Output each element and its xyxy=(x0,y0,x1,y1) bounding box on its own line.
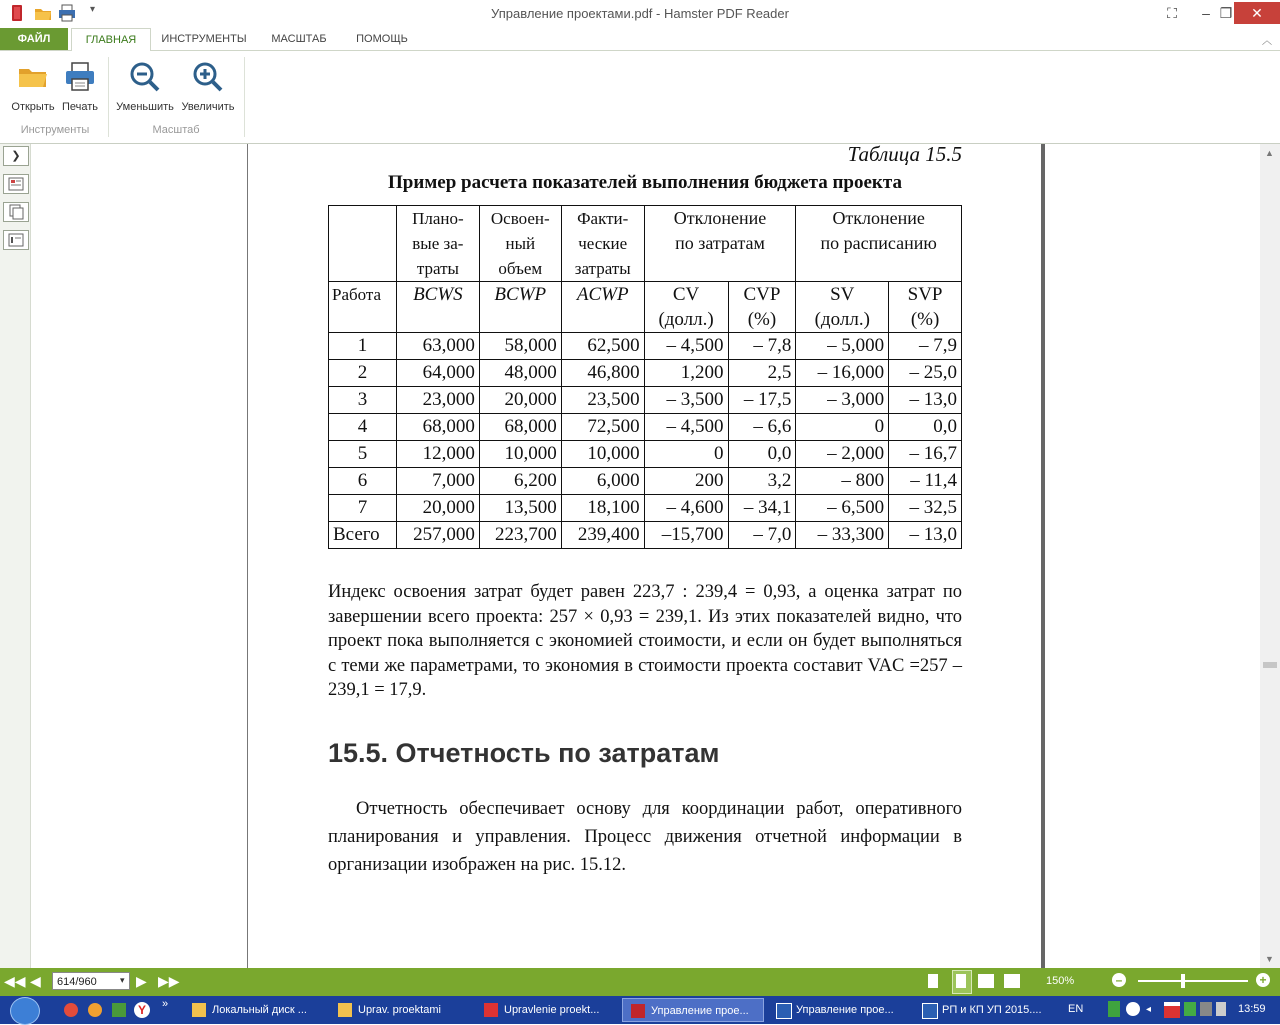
tray-volume-icon[interactable] xyxy=(1200,1002,1212,1016)
continuous-view-page xyxy=(956,974,966,988)
taskbar-item-label: Управление прое... xyxy=(651,1005,749,1017)
table-cell: 3 xyxy=(329,387,397,414)
bookmarks-icon[interactable] xyxy=(3,174,29,194)
tab-file[interactable]: ФАЙЛ xyxy=(0,28,68,50)
table-cell: 5 xyxy=(329,441,397,468)
table-cell: – 34,1 xyxy=(728,495,796,522)
word-icon xyxy=(922,1003,938,1019)
title-bar xyxy=(0,0,1280,28)
zoom-out-icon xyxy=(129,61,161,93)
paragraph-index: Индекс освоения затрат будет равен 223,7 : 239,4 = 0,93, а оценка затрат по завершении всего проекта: 257 × 0,93 = 239,1. Из этих показателей видно, что проект пока выполняется с экономией стоимости, и если он будет выполняться с теми же параметрами, то экономия в стоимости проекта составит VAC =257 – 239,1 = 17,9. xyxy=(328,582,962,700)
table-cell: – 4,600 xyxy=(644,495,728,522)
ribbon xyxy=(0,51,1280,144)
table-cell: – 17,5 xyxy=(728,387,796,414)
two-page-view-icon[interactable] xyxy=(978,974,994,988)
header-bcws: BCWS xyxy=(396,282,479,333)
zoom-level: 150% xyxy=(1046,975,1075,987)
table-cell: 6,000 xyxy=(561,468,644,495)
table-cell: 6,200 xyxy=(479,468,561,495)
tab-home[interactable]: ГЛАВНАЯ xyxy=(71,28,151,52)
zoom-slider[interactable] xyxy=(1138,980,1248,982)
header-cost-deviation: Отклонение по затратам xyxy=(644,206,796,282)
zoom-out-label: Уменьшить xyxy=(116,101,174,113)
header-cv: CV (долл.) xyxy=(644,282,728,333)
table-cell: – 800 xyxy=(796,468,889,495)
table-row xyxy=(329,522,962,549)
yandex-browser-icon[interactable]: Y xyxy=(134,1002,150,1018)
zoom-out-button[interactable] xyxy=(112,59,178,119)
table-cell: – 5,000 xyxy=(796,333,889,360)
taskbar-item-word-2[interactable] xyxy=(914,998,1054,1022)
table-cell: 18,100 xyxy=(561,495,644,522)
table-cell: 3,2 xyxy=(728,468,796,495)
table-cell: 23,500 xyxy=(561,387,644,414)
table-row xyxy=(329,441,962,468)
group-label-tools: Инструменты xyxy=(20,124,90,136)
folder-icon xyxy=(338,1003,352,1017)
group-label-scale: Масштаб xyxy=(152,124,200,136)
maximize-button[interactable]: ❐ xyxy=(1219,5,1233,21)
table-header-row xyxy=(329,282,962,333)
zoom-in-button[interactable] xyxy=(176,59,240,119)
table-cell: 4 xyxy=(329,414,397,441)
open-button[interactable] xyxy=(6,59,60,119)
close-button[interactable]: ✕ xyxy=(1234,2,1280,24)
table-row xyxy=(329,360,962,387)
table-cell: – 32,5 xyxy=(889,495,962,522)
tab-help[interactable]: ПОМОЩЬ xyxy=(356,33,408,45)
table-cell: 0 xyxy=(796,414,889,441)
table-cell: 7 xyxy=(329,495,397,522)
table-cell: – 6,500 xyxy=(796,495,889,522)
last-page-icon[interactable]: ▶▶ xyxy=(158,973,180,989)
taskbar-item-label: Управление прое... xyxy=(796,1004,894,1016)
thumbnails-icon[interactable] xyxy=(3,202,29,222)
taskbar-item-pdf-reader[interactable] xyxy=(622,998,764,1022)
table-cell: – 7,9 xyxy=(889,333,962,360)
header-planned: Плано- вые за- траты xyxy=(396,206,479,282)
table-header-row xyxy=(329,206,962,282)
table-cell: – 2,000 xyxy=(796,441,889,468)
table-cell: 48,000 xyxy=(479,360,561,387)
table-row xyxy=(329,495,962,522)
table-cell: 0 xyxy=(644,441,728,468)
scroll-down-icon[interactable]: ▼ xyxy=(1265,954,1274,964)
collapse-ribbon-icon[interactable]: ︿ xyxy=(1262,36,1272,47)
table-cell: – 13,0 xyxy=(889,387,962,414)
window-title: Управление проектами.pdf - Hamster PDF Reader xyxy=(491,6,789,21)
table-cell: 72,500 xyxy=(561,414,644,441)
taskbar-item-explorer[interactable] xyxy=(184,998,324,1022)
tray-network-icon[interactable] xyxy=(1184,1002,1196,1016)
table-cell: –15,700 xyxy=(644,522,728,549)
group-separator xyxy=(244,57,245,137)
tab-scale[interactable]: МАСШТАБ xyxy=(271,33,327,45)
table-cell: 58,000 xyxy=(479,333,561,360)
word-icon xyxy=(776,1003,792,1019)
header-bcwp: BCWP xyxy=(479,282,561,333)
header-cvp: CVP (%) xyxy=(728,282,796,333)
section-heading: 15.5. Отчетность по затратам xyxy=(328,738,720,768)
tray-check-icon[interactable] xyxy=(1126,1002,1140,1016)
table-cell: 2 xyxy=(329,360,397,387)
table-cell: 20,000 xyxy=(396,495,479,522)
page-number-input[interactable]: 614/960 xyxy=(52,972,130,990)
table-row xyxy=(329,333,962,360)
header-work: Работа xyxy=(329,282,397,333)
table-cell: 2,5 xyxy=(728,360,796,387)
next-page-icon[interactable]: ▶ xyxy=(136,973,147,989)
table-cell: 6 xyxy=(329,468,397,495)
table-cell: 68,000 xyxy=(479,414,561,441)
taskbar-item-label: Upravlenie proekt... xyxy=(504,1004,600,1016)
attachments-icon[interactable] xyxy=(3,230,29,250)
first-page-icon[interactable]: ◀◀ xyxy=(4,973,26,989)
clock: 13:59 xyxy=(1238,1003,1266,1015)
status-bar xyxy=(0,968,1280,996)
table-cell: – 16,000 xyxy=(796,360,889,387)
table-cell: – 3,000 xyxy=(796,387,889,414)
table-cell: 12,000 xyxy=(396,441,479,468)
utility-icon[interactable] xyxy=(112,1003,126,1017)
start-button[interactable] xyxy=(10,997,40,1025)
table-cell: 10,000 xyxy=(479,441,561,468)
table-header-cell xyxy=(329,206,397,282)
open-label: Открыть xyxy=(11,101,55,113)
taskbar-item-label: РП и КП УП 2015.... xyxy=(942,1004,1042,1016)
table-cell: – 4,500 xyxy=(644,333,728,360)
page-border-right xyxy=(1041,144,1045,968)
table-cell: 1,200 xyxy=(644,360,728,387)
table-cell: – 3,500 xyxy=(644,387,728,414)
table-cell: – 16,7 xyxy=(889,441,962,468)
table-cell: 223,700 xyxy=(479,522,561,549)
paragraph-reporting: Отчетность обеспечивает основу для координации работ, оперативного планирования и управления. Процесс движения отчетной информации в организации изображен на рис. 15.12. xyxy=(328,799,962,875)
table-cell: 64,000 xyxy=(396,360,479,387)
pdf-icon xyxy=(631,1004,645,1018)
header-sv: SV (долл.) xyxy=(796,282,889,333)
folder-icon xyxy=(17,61,49,93)
table-cell: – 25,0 xyxy=(889,360,962,387)
table-cell: 63,000 xyxy=(396,333,479,360)
table-cell: – 6,6 xyxy=(728,414,796,441)
folder-icon xyxy=(192,1003,206,1017)
table-cell: – 13,0 xyxy=(889,522,962,549)
scrollbar-thumb[interactable] xyxy=(1263,662,1277,668)
taskbar-item-word[interactable] xyxy=(768,998,910,1022)
sidebar xyxy=(0,144,31,968)
table-cell: 23,000 xyxy=(396,387,479,414)
budget-table xyxy=(328,205,962,549)
taskbar-item-label: Локальный диск ... xyxy=(212,1004,307,1016)
two-page-continuous-icon[interactable] xyxy=(1004,974,1020,988)
table-row xyxy=(329,468,962,495)
table-cell: 68,000 xyxy=(396,414,479,441)
mail-icon[interactable] xyxy=(88,1003,102,1017)
table-cell: 0,0 xyxy=(889,414,962,441)
single-page-view-icon[interactable] xyxy=(928,974,938,988)
tray-expand-icon[interactable]: ◂ xyxy=(1146,1004,1152,1015)
header-acwp: ACWP xyxy=(561,282,644,333)
language-indicator[interactable]: EN xyxy=(1068,1003,1084,1015)
header-svp: SVP (%) xyxy=(889,282,962,333)
print-label: Печать xyxy=(61,101,99,113)
tray-icon-a[interactable] xyxy=(1108,1001,1120,1017)
table-row xyxy=(329,387,962,414)
table-cell: 7,000 xyxy=(396,468,479,495)
ribbon-tabs xyxy=(0,28,1280,51)
table-cell: – 33,300 xyxy=(796,522,889,549)
table-cell: – 11,4 xyxy=(889,468,962,495)
printer-icon xyxy=(64,61,96,93)
taskbar-item-browser[interactable] xyxy=(476,998,616,1022)
flag-icon[interactable] xyxy=(1164,1002,1180,1018)
table-cell: – 7,0 xyxy=(728,522,796,549)
expand-sidebar-button[interactable]: ❯ xyxy=(3,146,29,166)
tray-battery-icon[interactable] xyxy=(1216,1002,1226,1016)
scroll-up-icon[interactable]: ▲ xyxy=(1265,148,1274,158)
table-cell: 20,000 xyxy=(479,387,561,414)
page-dropdown-icon[interactable]: ▾ xyxy=(120,975,125,985)
quick-access-dropdown-icon[interactable]: ▾ xyxy=(90,4,96,15)
print-button[interactable] xyxy=(56,59,104,119)
minimize-button[interactable]: – xyxy=(1202,5,1210,21)
header-earned: Освоен- ный объем xyxy=(479,206,561,282)
vertical-scrollbar[interactable] xyxy=(1260,144,1280,968)
table-caption: Таблица 15.5 xyxy=(847,142,962,166)
tab-tools[interactable]: ИНСТРУМЕНТЫ xyxy=(161,33,247,45)
table-cell: 239,400 xyxy=(561,522,644,549)
table-title: Пример расчета показателей выполнения бюджета проекта xyxy=(388,172,902,193)
table-cell: 10,000 xyxy=(561,441,644,468)
table-cell: 46,800 xyxy=(561,360,644,387)
taskbar-item-folder[interactable] xyxy=(330,998,470,1022)
browser-icon xyxy=(484,1003,498,1017)
header-actual: Факти- ческие затраты xyxy=(561,206,644,282)
zoom-in-icon xyxy=(192,61,224,93)
zoom-slider-thumb[interactable] xyxy=(1181,974,1185,988)
taskbar-item-label: Uprav. proektami xyxy=(358,1004,441,1016)
table-cell: Всего xyxy=(329,522,397,549)
table-row xyxy=(329,414,962,441)
chrome-icon[interactable] xyxy=(64,1003,78,1017)
quick-launch-more-icon[interactable]: » xyxy=(162,998,169,1010)
table-cell: 62,500 xyxy=(561,333,644,360)
fullscreen-icon[interactable]: ⛶ xyxy=(1167,5,1177,21)
table-cell: – 7,8 xyxy=(728,333,796,360)
table-cell: 13,500 xyxy=(479,495,561,522)
zoom-plus-icon[interactable]: + xyxy=(1256,973,1270,987)
table-cell: – 4,500 xyxy=(644,414,728,441)
table-cell: 200 xyxy=(644,468,728,495)
table-cell: 1 xyxy=(329,333,397,360)
prev-page-icon[interactable]: ◀ xyxy=(30,973,41,989)
page-border-left xyxy=(247,144,248,968)
table-cell: 0,0 xyxy=(728,441,796,468)
zoom-in-label: Увеличить xyxy=(181,101,235,113)
table-cell: 257,000 xyxy=(396,522,479,549)
zoom-minus-icon[interactable]: – xyxy=(1112,973,1126,987)
header-schedule-deviation: Отклонение по расписанию xyxy=(796,206,962,282)
